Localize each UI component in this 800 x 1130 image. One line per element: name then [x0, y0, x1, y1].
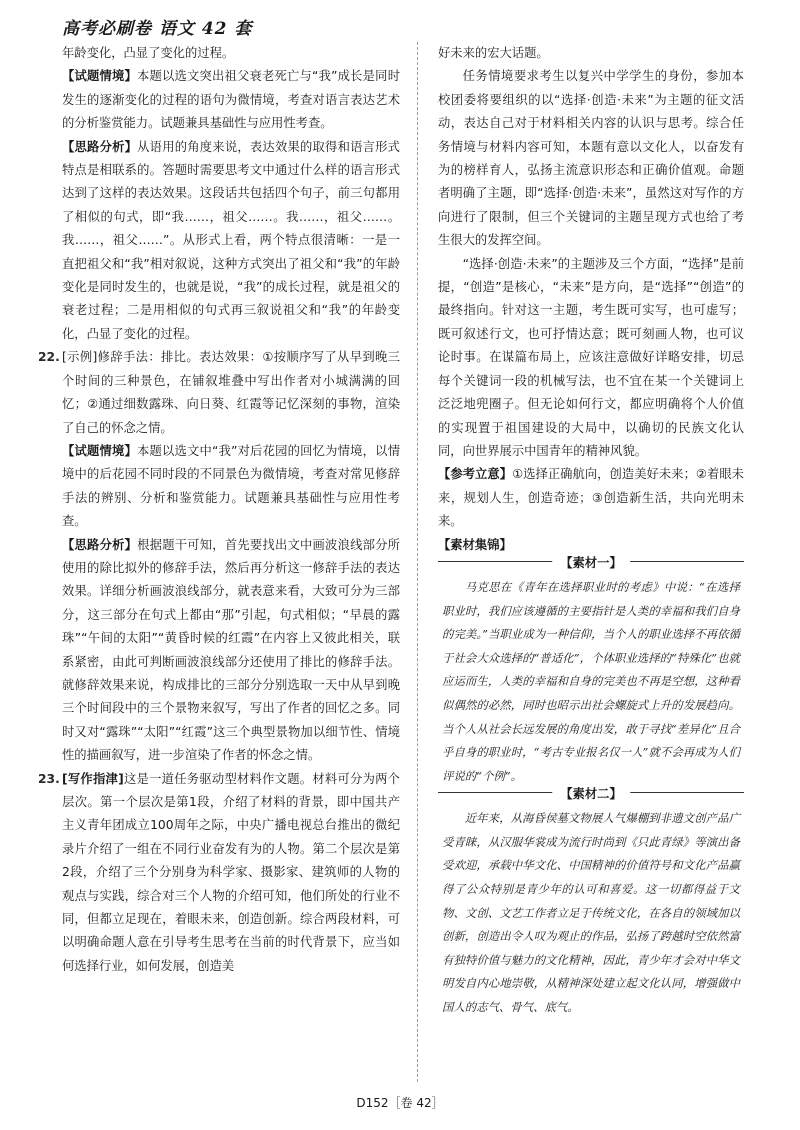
material-two-text: 近年来，从海昏侯墓文物展人气爆棚到非遗文创产品广受青睐，从汉服华裳成为流行时尚到《只此青绿》等演出备受欢迎，承载中华文化、中国精神的价值符号和文化产品赢得了公众特别是青少年的认可和喜爱。这一切都得益于文物、文创、文艺工作者立足于传统文化，在各自的领域加以创新，创造出令人叹为观止的作品，弘扬了跨越时空依然富有独特价值与魅力的文化精神，因此，青少年才会对中华文明发自内心地崇敬，从精神深处建立起文化认同，增强做中国人的志气、骨气、底气。	[442, 811, 740, 1015]
q22-answer	[38, 346, 400, 440]
left-column	[38, 42, 400, 978]
q21-continuation: 年龄变化，凸显了变化的过程。	[62, 46, 235, 60]
page-header-title: 高考必刷卷 语文 42 套	[62, 19, 253, 39]
column-divider	[417, 42, 418, 1082]
q22-answer-text: [示例]修辞手法：排比。表达效果：①按顺序写了从早到晚三个时间的三种景色，在铺叙堆叠中写出作者对小城满满的回忆；②通过细数露珠、向日葵、红霞等记忆深刻的事物，渲染了自己的怀念之情。	[62, 350, 400, 435]
q23-continuation: 好未来的宏大话题。	[438, 46, 549, 60]
q23-guide-text: 这是一道任务驱动型材料作文题。材料可分为两个层次。第一个层次是第1段，介绍了材料的背景，即中国共产主义青年团成立100周年之际，中央广播电视总台推出的微纪录片介绍了一组在不同行业奋发有为的人物。第二个层次是第2段，介绍了三个分别身为科学家、摄影家、建筑师的人物的观点与实践，综合对三个人物的介绍可知，他们所处的行业不同，但都立足现在，着眼未来，创造创新。综合两段材料，可以明确命题人意在引导考生思考在当前的时代背景下，应当如何选择行业，如何发展，创造美	[62, 771, 400, 973]
q23-guide-tag: [写作指津]	[62, 771, 124, 786]
q21-scenario-tag: 【试题情境】	[62, 69, 138, 84]
q21-scenario-text: 本题以选文突出祖父衰老死亡与“我”成长是同时发生的逐渐变化的过程的语句为微情境，考查对语言表达艺术的分析鉴赏能力。试题兼具基础性与应用性考查。	[62, 69, 400, 131]
material-one-title: 【素材一】	[552, 552, 630, 575]
q21-scenario	[62, 65, 400, 135]
q22-scenario	[62, 440, 400, 534]
reference-ideas-tag: 【参考立意】	[438, 467, 513, 482]
q23-guide	[38, 768, 400, 979]
q22-analysis-text: 根据题干可知，首先要找出文中画波浪线部分所使用的除比拟外的修辞手法，然后再分析这一修辞手法的表达效果。详细分析画波浪线部分，就表意来看，大致可分为三部分，这三部分在句式上都由“那”引起，句式相似；“早晨的露珠”“午间的太阳”“黄昏时候的红霞”在内容上又彼此相关，联系紧密，由此可判断画波浪线部分还使用了排比的修辞手法。就修辞效果来说，构成排比的三部分分别选取一天中从早到晚三个时间段中的三个景物来叙写，写出了作者的回忆之多。同时又对“露珠”“太阳”“红霞”这三个典型景物加以细节性、情境性的描画叙写，进一步渲染了作者的怀念之情。	[62, 537, 400, 763]
q22-analysis-tag: 【思路分析】	[62, 537, 138, 552]
q22-scenario-tag: 【试题情境】	[62, 443, 138, 458]
reference-ideas	[438, 463, 744, 533]
right-column	[438, 42, 744, 1020]
reference-ideas-text: ①选择正确航向，创造美好未来；②着眼未来，规划人生，创造奇迹；③创造新生活，共向光明未来。	[438, 467, 744, 529]
material-two-divider	[438, 787, 744, 805]
q21-analysis	[62, 136, 400, 347]
material-two-box	[438, 807, 744, 1019]
q22-scenario-text: 本题以选文中“我”对后花园的回忆为情境，以情境中的后花园不同时段的不同景色为微情境，考查对常见修辞手法的辨别、分析和鉴赏能力。试题兼具基础性与应用性考查。	[62, 443, 400, 529]
material-two-title: 【素材二】	[552, 783, 630, 806]
materials-heading: 【素材集锦】	[438, 537, 512, 552]
q21-analysis-tag: 【思路分析】	[62, 139, 138, 154]
task-context-paragraph: 任务情境要求考生以复兴中学学生的身份，参加本校团委将要组织的以“选择·创造·未来”为主题的征文活动，表达自己对于材料相关内容的认识与思考。综合任务情境与材料内容可知，本题有意以文化人，以奋发有为的榜样育人，弘扬主流意识形态和正确价值观。命题者明确了主题，即“选择·创造·未来”，虽然这对写作的方向进行了限制，但三个关键词的主题呈现方式也给了考生很大的发挥空间。	[438, 69, 744, 248]
q22-analysis	[62, 534, 400, 768]
material-one-text: 马克思在《青年在选择职业时的考虑》中说：“在选择职业时，我们应该遵循的主要指针是人类的幸福和我们自身的完美。”当职业成为一种信仰，当个人的职业选择不再依循于社会大众选择的“普适化”，个体职业选择的“特殊化”也就应运而生，人类的幸福和自身的完美也不再是空想，这种看似偶然的必然，同时也昭示出社会螺旋式上升的发展趋向。当个人从社会长远发展的角度出发，敢于寻找“差异化”且合乎自身的职业时，“考古专业报名仅一人”就不会再成为人们评说的“个例”。	[442, 579, 740, 783]
page-footer-number: D152［卷 42］	[356, 1096, 444, 1110]
q22-number: 22.	[38, 350, 60, 365]
q21-analysis-text: 从语用的角度来说，表达效果的取得和语言形式特点是相联系的。答题时需要思考文中通过什么样的语言形式达到了这样的表达效果。这段话共包括四个句子，前三句都用了相似的句式，即“我……，祖父……。我……，祖父……。我……，祖父……”。从形式上看，两个特点很清晰：一是一直把祖父和“我”相对叙说，这种方式突出了祖父和“我”的年龄变化是同时发生的，也就是说，“我”的成长过程，就是祖父的衰老过程；二是用相似的句式再三叙说祖父和“我”的年龄变化，凸显了变化的过程。	[62, 139, 400, 341]
material-one-divider	[438, 555, 744, 574]
theme-paragraph: “选择·创造·未来”的主题涉及三个方面，“选择”是前提，“创造”是核心，“未来”是方向，是“选择”“创造”的最终指向。针对这一主题，考生既可实写，也可虚写；既可叙述行文，也可抒情达意；既可刻画人物，也可议论时事。在谋篇布局上，应该注意做好详略安排，切忌每个关键词一段的机械写法，也不宜在某一个关键词上泛泛地兜圈子。但无论如何行文，都应明确将个人价值的实现置于祖国建设的大局中，以确切的民族文化认同，向世界展示中国青年的精神风貌。	[438, 256, 744, 458]
q23-number: 23.	[38, 771, 60, 786]
material-one-box	[438, 576, 744, 788]
